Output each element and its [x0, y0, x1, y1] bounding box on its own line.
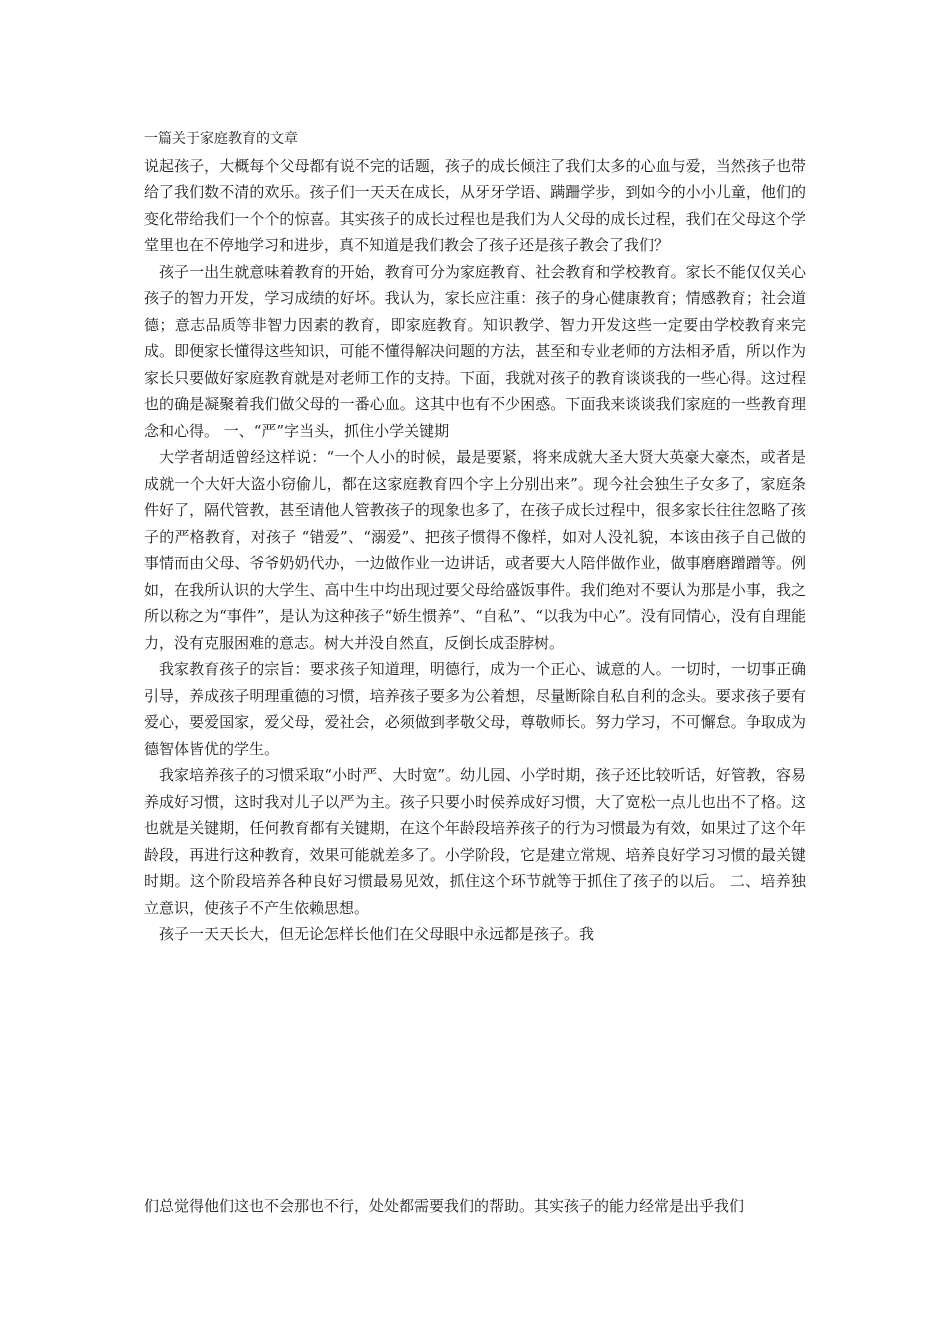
paragraph: 孩子一出生就意味着教育的开始，教育可分为家庭教育、社会教育和学校教育。家长不能仅仅关心孩子的智力开发，学习成绩的好坏。我认为，家长应注重：孩子的身心健康教育；情感教育；社会道德；意志品质等非智力因素的教育，即家庭教育。知识教学、智力开发这些一定要由学校教育来完成。即便家长懂得这些知识，可能不懂得解决问题的方法，甚至和专业老师的方法相矛盾，所以作为家长只要做好家庭教育就是对老师工作的支持。下面，我就对孩子的教育谈谈我的一些心得。这过程也的确是凝聚着我们做父母的一番心血。这其中也有不少困惑。下面我来谈谈我们家庭的一些教育理念和心得。 一、“严”字当头，抓住小学关键期: [144, 262, 806, 440]
paragraph: 我家培养孩子的习惯采取“小时严、大时宽”。幼儿园、小学时期，孩子还比较听话，好管教，容易养成好习惯，这时我对儿子以严为主。孩子只要小时侯养成好习惯，大了宽松一点儿也出不了格。这也就是关键期，任何教育都有关键期，在这个年龄段培养孩子的行为习惯最为有效，如果过了这个年龄段，再进行这种教育，效果可能就差多了。小学阶段，它是建立常规、培养良好学习习惯的最关键时期。这个阶段培养各种良好习惯最易见效，抓住这个环节就等于抓住了孩子的以后。 二、培养独立意识，使孩子不产生依赖思想。: [144, 766, 806, 917]
paragraph: 说起孩子，大概每个父母都有说不完的话题，孩子的成长倾注了我们太多的心血与爱，当然孩子也带给了我们数不清的欢乐。孩子们一天天在成长，从牙牙学语、蹒跚学步，到如今的小小儿童，他们的变化带给我们一个个的惊喜。其实孩子的成长过程也是我们为人父母的成长过程，我们在父母这个学堂里也在不停地学习和进步，真不知道是我们教会了孩子还是孩子教会了我们？: [144, 156, 806, 254]
paragraph: 大学者胡适曾经这样说：“一个人小的时候，最是要紧，将来成就大圣大贤大英豪大豪杰，或者是成就一个大奸大盗小窃偷儿，都在这家庭教育四个字上分别出来”。现今社会独生子女多了，家庭条件好了，隔代管教，甚至请他人管教孩子的现象也多了，在孩子成长过程中，很多家长往往忽略了孩子的严格教育，对孩子 “错爱”、“溺爱”、把孩子惯得不像样，如对人没礼貌，本该由孩子自己做的事情而由父母、爷爷奶奶代办，一边做作业一边讲话，或者要大人陪伴做作业，做事磨磨蹭蹭等。例如，在我所认识的大学生、高中生中均出现过要父母给盛饭事件。我们绝对不要认为那是小事，我之所以称之为“事件”，是认为这种孩子“娇生惯养”、“自私”、“以我为中心”。没有同情心，没有自理能力，没有克服困难的意志。树大并没自然直，反倒长成歪脖树。: [144, 448, 806, 652]
document-title: 一篇关于家庭教育的文章: [144, 131, 298, 147]
paragraph: 孩子一天天长大，但无论怎样长他们在父母眼中永远都是孩子。我: [159, 925, 595, 943]
document-body: [144, 126, 806, 948]
paragraph: 我家教育孩子的宗旨：要求孩子知道理，明德行，成为一个正心、诚意的人。一切时，一切事正确引导，养成孩子明理重德的习惯，培养孩子要多为公着想，尽量断除自私自利的念头。要求孩子要有爱心，要爱国家，爱父母，爱社会，必须做到孝敬父母，尊敬师长。努力学习，不可懈怠。争取成为德智体皆优的学生。: [144, 660, 806, 758]
continued-text-line: 们总觉得他们这也不会那也不行，处处都需要我们的帮助。其实孩子的能力经常是出乎我们: [144, 1197, 745, 1215]
